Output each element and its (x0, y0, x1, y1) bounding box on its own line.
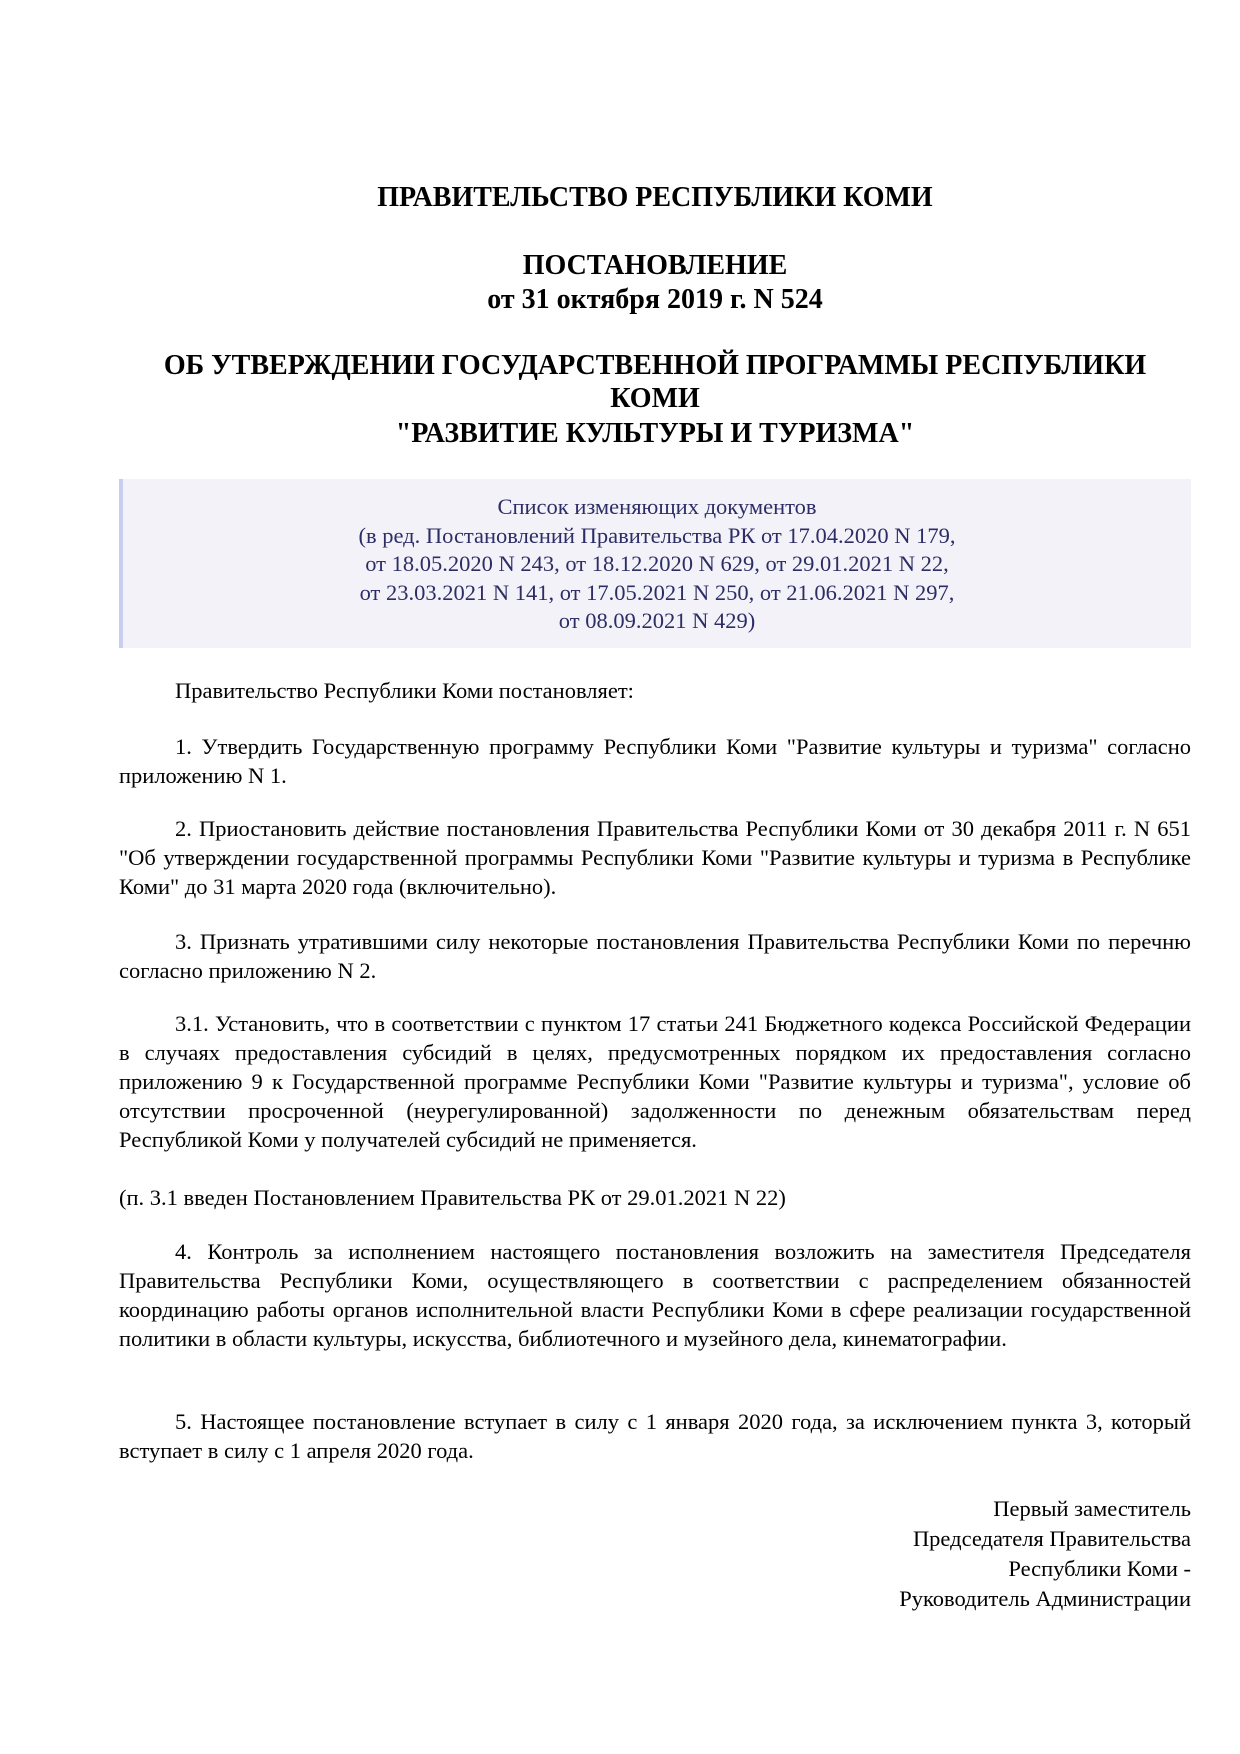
intro-paragraph: Правительство Республики Коми постановляет: (175, 678, 634, 703)
signature-line: Руководитель Администрации (899, 1586, 1191, 1611)
amendments-line: от 08.09.2021 N 429) (558, 608, 756, 633)
paragraph-1: 1. Утвердить Государственную программу Республики Коми "Развитие культуры и туризма" согласно приложению N 1. (119, 734, 1191, 788)
title-line-3: "РАЗВИТИЕ КУЛЬТУРЫ И ТУРИЗМА" (395, 418, 915, 449)
amendments-line: Список изменяющих документов (497, 494, 817, 519)
organization-heading: ПРАВИТЕЛЬСТВО РЕСПУБЛИКИ КОМИ (377, 182, 933, 213)
amendments-line: от 23.03.2021 N 141, от 17.05.2021 N 250, от 21.06.2021 N 297, (359, 579, 955, 605)
amendments-box (119, 479, 1191, 648)
signature-line: Первый заместитель (993, 1496, 1191, 1521)
signature-line: Республики Коми - (1008, 1556, 1191, 1581)
paragraph-3-1-note: (п. 3.1 введен Постановлением Правительства РК от 29.01.2021 N 22) (119, 1185, 786, 1210)
amendments-line: (в ред. Постановлений Правительства РК от 17.04.2020 N 179, (358, 522, 956, 548)
paragraph-4: 4. Контроль за исполнением настоящего постановления возложить на заместителя Председателя Правительства Республики Коми, осуществляющего в соответствии с распределением обязанностей координацию работы органов исполнительной власти Республики Коми в сфере реализации государственной политики в области культуры, искусства, библиотечного и музейного дела, кинематографии. (119, 1239, 1191, 1351)
paragraph-5: 5. Настоящее постановление вступает в силу с 1 января 2020 года, за исключением пункта 3, который вступает в силу с 1 апреля 2020 года. (119, 1409, 1191, 1463)
title-line-1: ОБ УТВЕРЖДЕНИИ ГОСУДАРСТВЕННОЙ ПРОГРАММЫ РЕСПУБЛИКИ (163, 350, 1147, 381)
date-number: от 31 октября 2019 г. N 524 (487, 284, 823, 315)
paragraph-3-1: 3.1. Установить, что в соответствии с пунктом 17 статьи 241 Бюджетного кодекса Российской Федерации в случаях предоставления субсидий в целях, предусмотренных порядком их предоставления согласно приложению 9 к Государственной программе Республики Коми "Развитие культуры и туризма", условие об отсутствии просроченной (неурегулированной) задолженности по денежным обязательствам перед Республикой Коми у получателей субсидий не применяется. (119, 1011, 1191, 1152)
title-line-2: КОМИ (610, 383, 700, 414)
paragraph-3: 3. Признать утратившими силу некоторые постановления Правительства Республики Коми по перечню согласно приложению N 2. (119, 929, 1191, 983)
signature-line: Председателя Правительства (912, 1526, 1191, 1551)
document-type: ПОСТАНОВЛЕНИЕ (522, 250, 788, 281)
paragraph-2: 2. Приостановить действие постановления Правительства Республики Коми от 30 декабря 2011 г. N 651 "Об утверждении государственной программы Республики Коми "Развитие культуры и туризма в Республике Коми" до 31 марта 2020 года (включительно). (119, 816, 1191, 899)
signature-block (899, 1494, 1191, 1614)
amendments-line: от 18.05.2020 N 243, от 18.12.2020 N 629, от 29.01.2021 N 22, (365, 551, 949, 576)
